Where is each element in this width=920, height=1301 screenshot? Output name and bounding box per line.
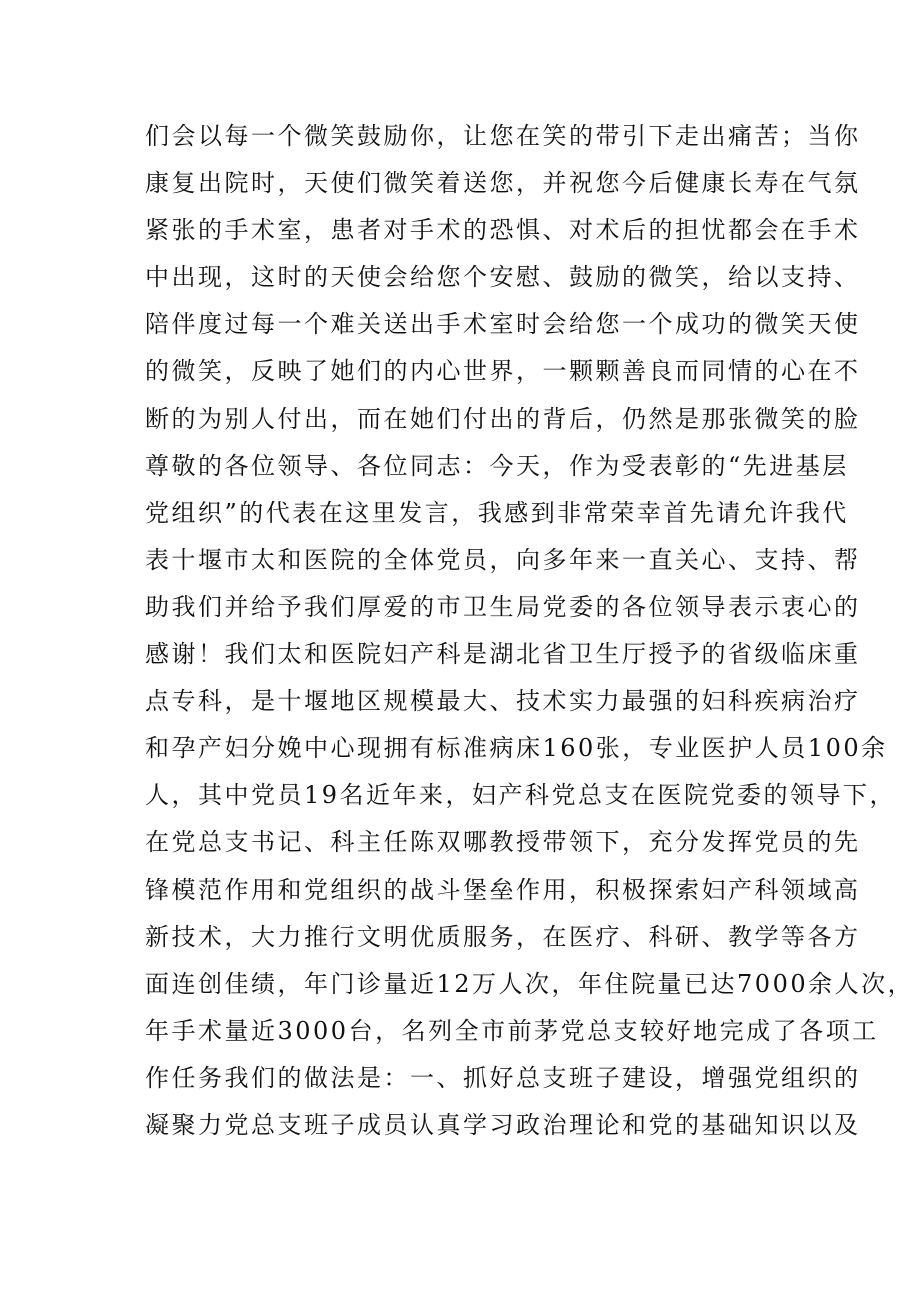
text-line: 凝聚力党总支班子成员认真学习政治理论和党的基础知识以及 bbox=[145, 1110, 861, 1139]
text-line: 陪伴度过每一个难关送出手术室时会给您一个成功的微笑天使 bbox=[145, 310, 861, 339]
text-line: 中出现，这时的天使会给您个安慰、鼓励的微笑，给以支持、 bbox=[145, 263, 861, 292]
text-line: 康复出院时，天使们微笑着送您，并祝您今后健康长寿在气氛 bbox=[145, 169, 861, 198]
text-line: 的微笑，反映了她们的内心世界，一颗颗善良而同情的心在不 bbox=[145, 357, 861, 386]
text-line: 感谢！我们太和医院妇产科是湖北省卫生厅授予的省级临床重 bbox=[145, 640, 861, 669]
text-line: 年手术量近3000台，名列全市前茅党总支较好地完成了各项工 bbox=[145, 1016, 879, 1045]
text-line: 作任务我们的做法是：一、抓好总支班子建设，增强党组织的 bbox=[145, 1063, 861, 1092]
text-line: 断的为别人付出，而在她们付出的背后，仍然是那张微笑的脸 bbox=[145, 404, 861, 433]
text-line: 尊敬的各位领导、各位同志：今天，作为受表彰的“先进基层 bbox=[145, 451, 849, 480]
text-line: 紧张的手术室，患者对手术的恐惧、对术后的担忧都会在手术 bbox=[145, 216, 861, 245]
text-line: 们会以每一个微笑鼓励你，让您在笑的带引下走出痛苦；当你 bbox=[145, 122, 861, 150]
text-line: 人，其中党员19名近年来，妇产科党总支在医院党委的领导下， bbox=[145, 781, 897, 810]
text-line: 和孕产妇分娩中心现拥有标准病床160张，专业医护人员100余 bbox=[145, 734, 888, 763]
text-line: 新技术，大力推行文明优质服务，在医疗、科研、教学等各方 bbox=[145, 922, 861, 951]
text-line: 锋模范作用和党组织的战斗堡垒作用，积极探索妇产科领域高 bbox=[145, 875, 861, 904]
text-line: 面连创佳绩，年门诊量近12万人次，年住院量已达7000余人次， bbox=[145, 969, 915, 998]
text-line: 助我们并给予我们厚爱的市卫生局党委的各位领导表示衷心的 bbox=[145, 592, 861, 621]
text-line: 点专科，是十堰地区规模最大、技术实力最强的妇科疾病治疗 bbox=[145, 687, 861, 716]
text-line: 在党总支书记、科主任陈双哪教授带领下，充分发挥党员的先 bbox=[145, 828, 861, 857]
text-line: 党组织”的代表在这里发言，我感到非常荣幸首先请允许我代 bbox=[145, 498, 849, 527]
body-text bbox=[145, 113, 915, 1149]
text-line: 表十堰市太和医院的全体党员，向多年来一直关心、支持、帮 bbox=[145, 545, 861, 574]
